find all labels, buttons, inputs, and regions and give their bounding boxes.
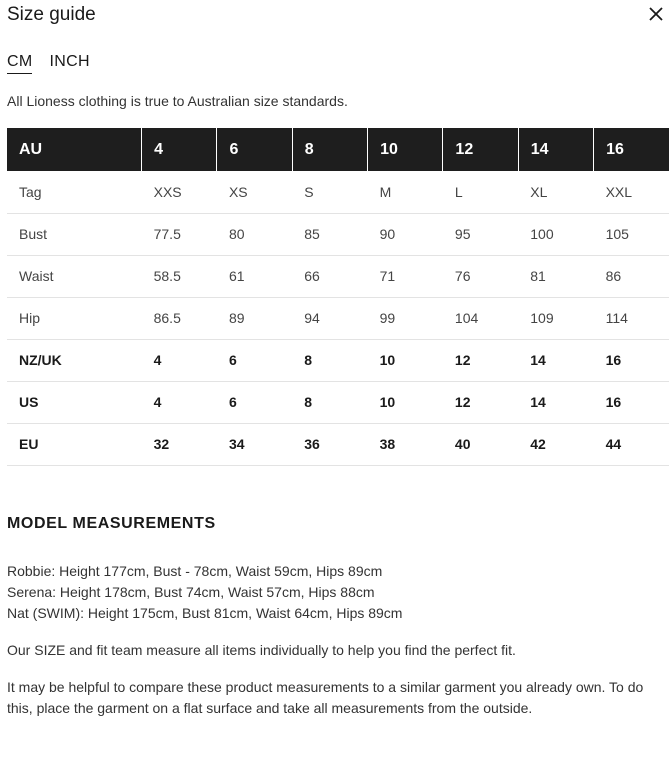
table-cell: 4 bbox=[142, 339, 217, 381]
unit-inch-tab[interactable]: INCH bbox=[49, 53, 90, 70]
row-label: Tag bbox=[7, 171, 142, 213]
table-cell: S bbox=[292, 171, 367, 213]
compare-note: It may be helpful to compare these product measurements to a similar garment you already own. To do this, place the garment on a flat surface and take all measurements from the outside. bbox=[7, 679, 644, 716]
table-cell: 4 bbox=[142, 381, 217, 423]
table-cell: 16 bbox=[594, 339, 669, 381]
table-cell: 6 bbox=[217, 381, 292, 423]
table-cell: 10 bbox=[368, 381, 443, 423]
close-button[interactable] bbox=[648, 6, 664, 22]
table-cell: 8 bbox=[292, 339, 367, 381]
table-cell: 42 bbox=[518, 423, 593, 465]
table-cell: 10 bbox=[368, 339, 443, 381]
table-cell: 94 bbox=[292, 297, 367, 339]
modal-header bbox=[7, 0, 669, 34]
unit-cm-tab[interactable]: CM bbox=[7, 53, 32, 74]
table-cell: 105 bbox=[594, 213, 669, 255]
table-cell: 32 bbox=[142, 423, 217, 465]
row-label: Bust bbox=[7, 213, 142, 255]
unit-toggle bbox=[7, 53, 90, 74]
model-item: Nat (SWIM): Height 175cm, Bust 81cm, Waist 64cm, Hips 89cm bbox=[7, 605, 403, 621]
table-row bbox=[7, 297, 669, 339]
model-measurements-list bbox=[7, 561, 402, 624]
row-label: NZ/UK bbox=[7, 339, 142, 381]
table-cell: 86.5 bbox=[142, 297, 217, 339]
table-cell: L bbox=[443, 171, 518, 213]
table-cell: 99 bbox=[368, 297, 443, 339]
table-cell: 109 bbox=[518, 297, 593, 339]
table-cell: 14 bbox=[518, 339, 593, 381]
table-cell: XXS bbox=[142, 171, 217, 213]
modal-title: Size guide bbox=[7, 4, 96, 25]
model-measurements-title: MODEL MEASUREMENTS bbox=[7, 515, 216, 532]
header-size: 4 bbox=[142, 128, 217, 171]
header-size: 6 bbox=[217, 128, 292, 171]
table-cell: 104 bbox=[443, 297, 518, 339]
header-size: 12 bbox=[443, 128, 518, 171]
standards-note: All Lioness clothing is true to Australian size standards. bbox=[7, 93, 348, 109]
header-size: 10 bbox=[368, 128, 443, 171]
table-cell: 8 bbox=[292, 381, 367, 423]
table-cell: 14 bbox=[518, 381, 593, 423]
table-cell: 71 bbox=[368, 255, 443, 297]
fit-note: Our SIZE and fit team measure all items individually to help you find the perfect fit. bbox=[7, 642, 516, 658]
size-table bbox=[7, 128, 669, 466]
table-cell: 6 bbox=[217, 339, 292, 381]
table-cell: 77.5 bbox=[142, 213, 217, 255]
row-label: US bbox=[7, 381, 142, 423]
table-cell: 58.5 bbox=[142, 255, 217, 297]
table-cell: 34 bbox=[217, 423, 292, 465]
table-cell: 80 bbox=[217, 213, 292, 255]
table-row bbox=[7, 423, 669, 465]
table-row bbox=[7, 213, 669, 255]
table-cell: 40 bbox=[443, 423, 518, 465]
table-cell: 66 bbox=[292, 255, 367, 297]
model-item: Robbie: Height 177cm, Bust - 78cm, Waist 59cm, Hips 89cm bbox=[7, 563, 383, 579]
header-size: 16 bbox=[594, 128, 669, 171]
table-cell: 36 bbox=[292, 423, 367, 465]
row-label: Waist bbox=[7, 255, 142, 297]
table-cell: 12 bbox=[443, 339, 518, 381]
table-row bbox=[7, 171, 669, 213]
table-row bbox=[7, 255, 669, 297]
table-cell: 16 bbox=[594, 381, 669, 423]
table-row bbox=[7, 381, 669, 423]
row-label: Hip bbox=[7, 297, 142, 339]
table-row bbox=[7, 339, 669, 381]
table-cell: M bbox=[368, 171, 443, 213]
model-item: Serena: Height 178cm, Bust 74cm, Waist 57cm, Hips 88cm bbox=[7, 584, 375, 600]
table-cell: 90 bbox=[368, 213, 443, 255]
table-cell: 114 bbox=[594, 297, 669, 339]
table-cell: 100 bbox=[518, 213, 593, 255]
table-cell: 44 bbox=[594, 423, 669, 465]
table-cell: 89 bbox=[217, 297, 292, 339]
header-region: AU bbox=[7, 128, 142, 171]
table-cell: 12 bbox=[443, 381, 518, 423]
size-table-header bbox=[7, 128, 669, 171]
table-cell: 81 bbox=[518, 255, 593, 297]
table-cell: XL bbox=[518, 171, 593, 213]
row-label: EU bbox=[7, 423, 142, 465]
table-cell: 38 bbox=[368, 423, 443, 465]
table-cell: XS bbox=[217, 171, 292, 213]
table-cell: XXL bbox=[594, 171, 669, 213]
table-cell: 95 bbox=[443, 213, 518, 255]
header-size: 8 bbox=[292, 128, 367, 171]
table-cell: 76 bbox=[443, 255, 518, 297]
table-cell: 86 bbox=[594, 255, 669, 297]
header-size: 14 bbox=[518, 128, 593, 171]
close-icon bbox=[648, 6, 664, 22]
table-cell: 61 bbox=[217, 255, 292, 297]
table-cell: 85 bbox=[292, 213, 367, 255]
